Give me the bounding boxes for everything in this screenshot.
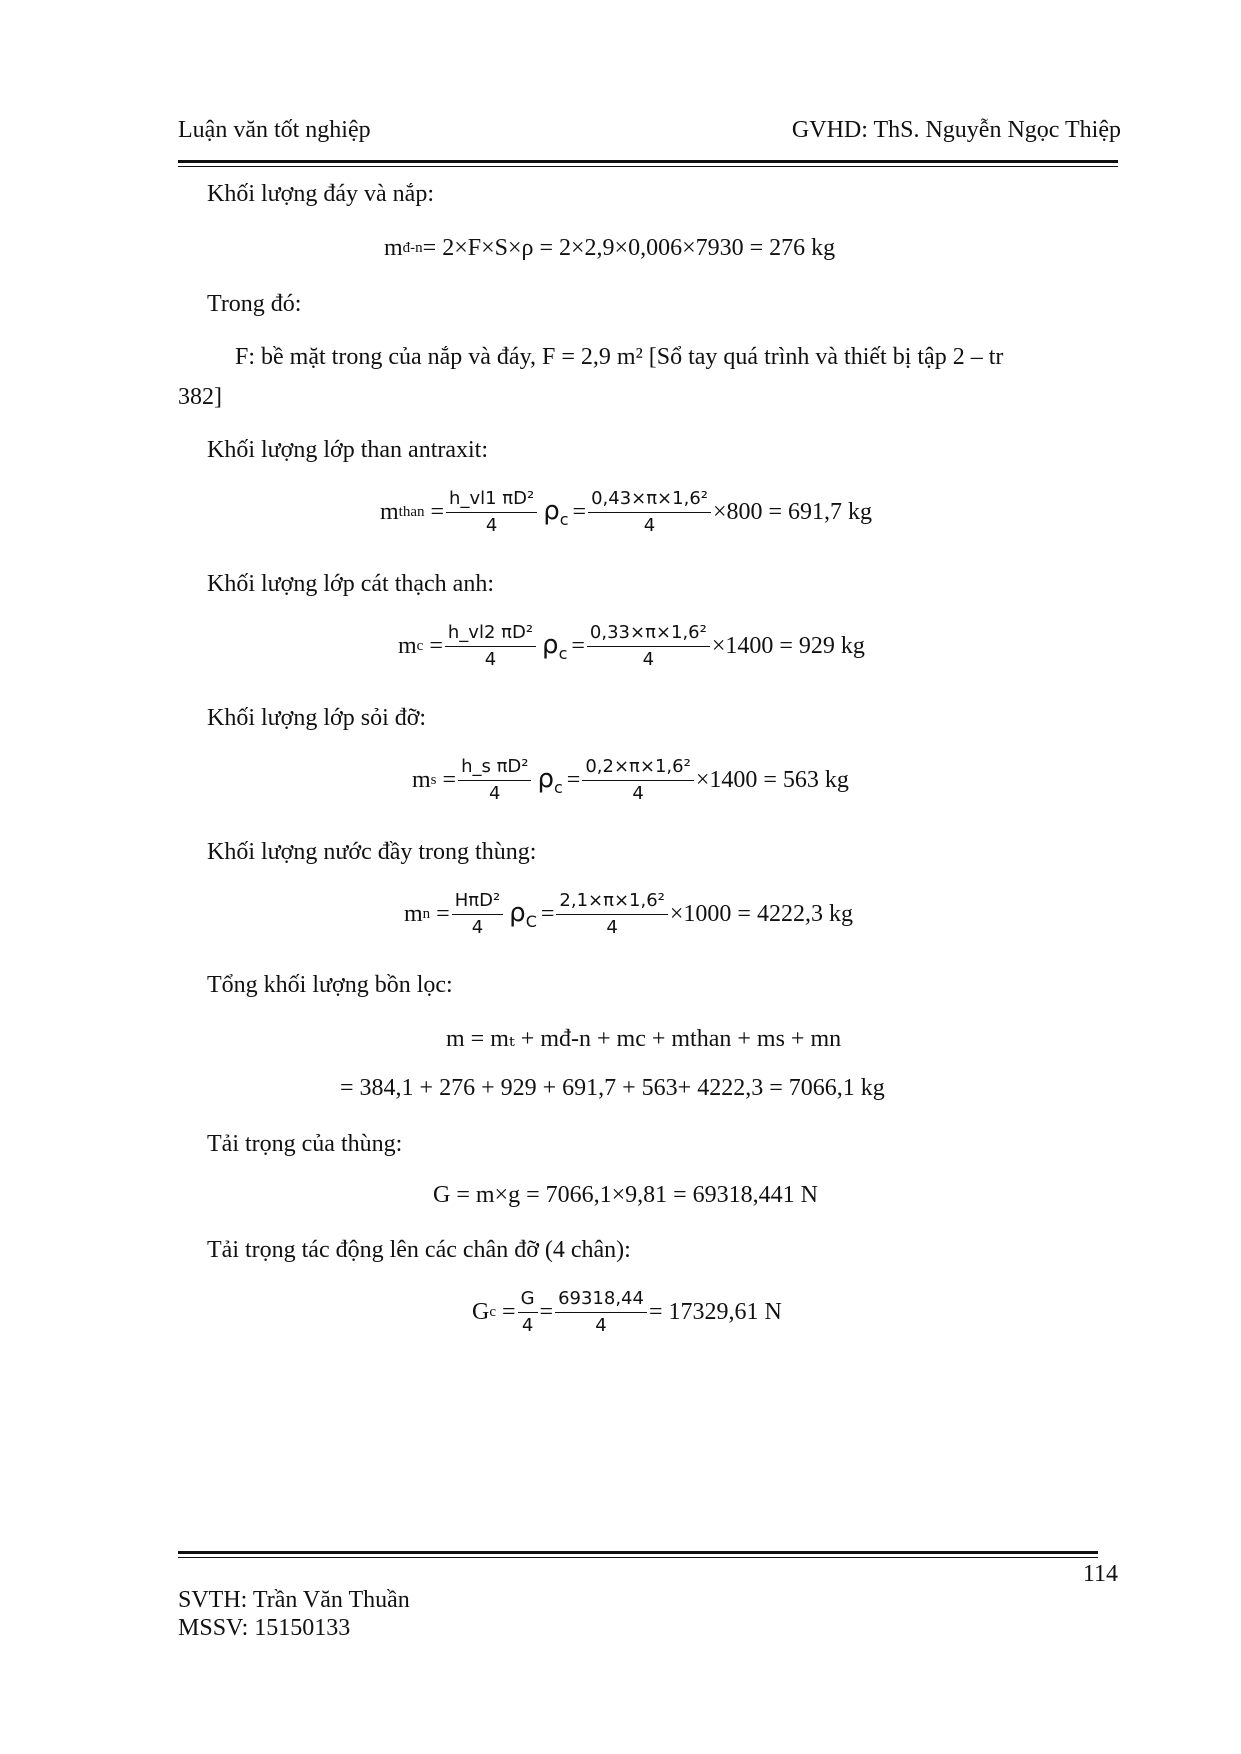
fraction-2: $\frac{\text{0,2×π×1,6²}}{4}$ [582,756,693,804]
fraction-1: $\frac{\text{h\_vl1 πD²}}{4}$ [446,488,537,536]
fraction-1: $\frac{\text{HπD²}}{4}$ [452,890,503,938]
equation-total-mass-sum: m = mₜ + mđ-n + mc + mthan + ms + mn [446,1026,842,1052]
equation-leg-load: G c = $\frac{G}{4}$ = $\frac{69318,44}{4}$ = 17329,61 N [472,1288,782,1336]
page-number: 114 [1082,1561,1118,1587]
fraction-2: $\frac{\text{2,1×π×1,6²}}{4}$ [556,890,667,938]
equation-total-mass-value: = 384,1 + 276 + 929 + 691,7 + 563+ 4222,3 = 7066,1 kg [340,1075,885,1101]
paragraph-surface-definition: F: bề mặt trong của nắp và đáy, F = 2,9 m² [Sổ tay quá trình và thiết bị tập 2 – tr [235,344,1004,370]
equation-anthracite-mass: m than = $\frac{\text{h\_vl1 πD²}}{4}$ $\rho_c$ = $\frac{\text{0,43×π×1,6²}}{4}$ ×800 = 691,7 kg [380,488,873,536]
footer-rule-thin [178,1557,1098,1558]
rho-symbol: $\rho_c$ [543,495,569,529]
fraction-1: $\frac{\text{h\_vl2 πD²}}{4}$ [445,622,536,670]
paragraph-total-mass: Tổng khối lượng bồn lọc: [207,972,453,998]
equation-bottom-lid-mass: m đ-n = 2×F×S×ρ = 2×2,9×0,006×7930 = 276 kg [384,235,836,261]
paragraph-leg-load: Tải trọng tác động lên các chân đỡ (4 chân): [207,1237,631,1263]
footer-student-id: MSSV: 15150133 [178,1615,351,1641]
paragraph-anthracite-mass: Khối lượng lớp than antraxit: [207,437,489,463]
fraction-1: $\frac{\text{h\_s πD²}}{4}$ [458,756,531,804]
paragraph-surface-definition-cont: 382] [178,384,222,410]
fraction-2: $\frac{\text{0,43×π×1,6²}}{4}$ [588,488,711,536]
footer-author: SVTH: Trần Văn Thuần [178,1587,410,1613]
paragraph-tank-load: Tải trọng của thùng: [207,1131,403,1157]
paragraph-water-mass: Khối lượng nước đầy trong thùng: [207,839,537,865]
fraction-2: $\frac{\text{0,33×π×1,6²}}{4}$ [587,622,710,670]
paragraph-bottom-lid-mass: Khối lượng đáy và nắp: [207,181,434,207]
paragraph-where: Trong đó: [207,291,302,317]
paragraph-gravel-mass: Khối lượng lớp sỏi đỡ: [207,705,427,731]
rho-symbol: $\rho_C$ [509,897,537,931]
header-right: GVHD: ThS. Nguyễn Ngọc Thiệp [791,117,1121,143]
header-left: Luận văn tốt nghiệp [178,117,371,143]
fraction-1: $\frac{G}{4}$ [518,1288,538,1336]
rho-symbol: $\rho_c$ [542,629,568,663]
fraction-2: $\frac{69318,44}{4}$ [555,1288,647,1336]
header-rule-thin [178,166,1118,167]
header-rule-thick [178,160,1118,163]
equation-quartz-sand-mass: m c = $\frac{\text{h\_vl2 πD²}}{4}$ $\rho_c$ = $\frac{\text{0,33×π×1,6²}}{4}$ ×1400 = 929 kg [398,622,865,670]
footer-rule-thick [178,1551,1098,1554]
rho-symbol: $\rho_c$ [537,763,563,797]
paragraph-quartz-sand-mass: Khối lượng lớp cát thạch anh: [207,571,494,597]
equation-water-mass: m n = $\frac{\text{HπD²}}{4}$ $\rho_C$ = $\frac{\text{2,1×π×1,6²}}{4}$ ×1000 = 4222,3 kg [404,890,853,938]
equation-tank-load: G = m×g = 7066,1×9,81 = 69318,441 N [433,1182,819,1208]
equation-gravel-mass: m s = $\frac{\text{h\_s πD²}}{4}$ $\rho_c$ = $\frac{\text{0,2×π×1,6²}}{4}$ ×1400 = 563 kg [412,756,849,804]
